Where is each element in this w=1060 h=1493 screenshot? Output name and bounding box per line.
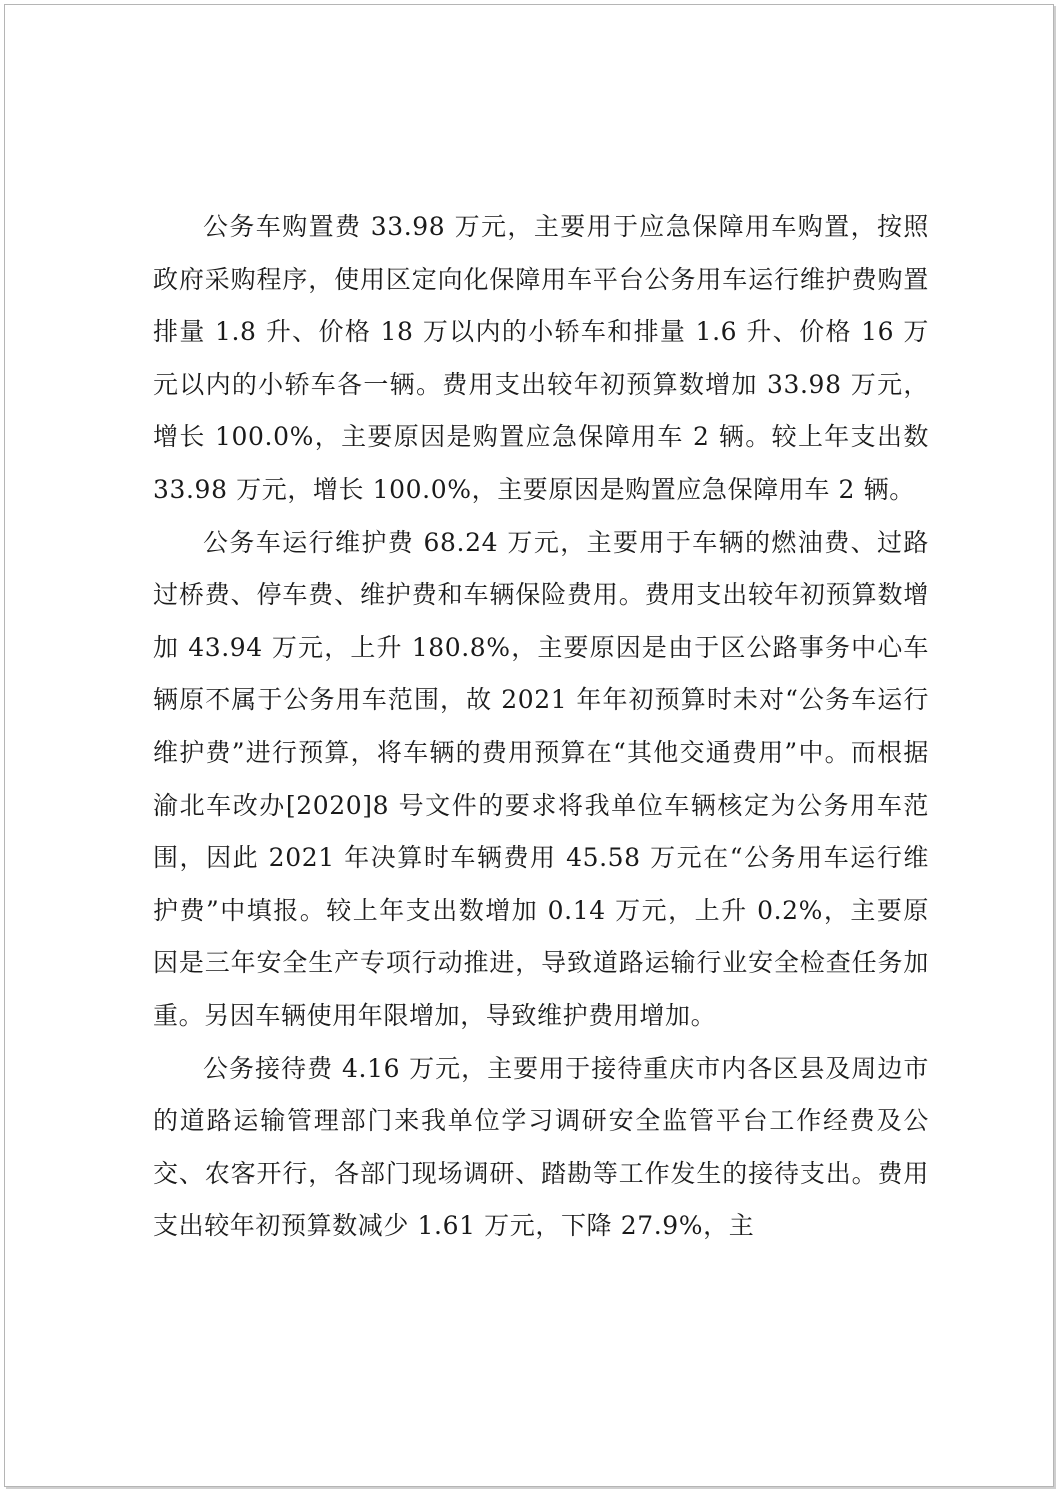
document-body bbox=[153, 201, 929, 1253]
document-page bbox=[4, 4, 1054, 1487]
paragraph-official-reception: 公务接待费 4.16 万元，主要用于接待重庆市内各区县及周边市的道路运输管理部门来我单位学习调研安全监管平台工作经费及公交、农客开行，各部门现场调研、踏勘等工作发生的接待支出。费用支出较年初预算数减少 1.61 万元，下降 27.9%，主 bbox=[153, 1053, 929, 1241]
paragraph-vehicle-maintenance: 公务车运行维护费 68.24 万元，主要用于车辆的燃油费、过路过桥费、停车费、维护费和车辆保险费用。费用支出较年初预算数增加 43.94 万元，上升 180.8%，主要原因是由于区公路事务中心车辆原不属于公务用车范围，故 2021 年年初预算时未对“公务车运行维护费”进行预算，将车辆的费用预算在“其他交通费用”中。而根据渝北车改办[2020]8 号文件的要求将我单位车辆核定为公务用车范围，因此 2021 年决算时车辆费用 45.58 万元在“公务用车运行维护费”中填报。较上年支出数增加 0.14 万元，上升 0.2%，主要原因是三年安全生产专项行动推进，导致道路运输行业安全检查任务加重。另因车辆使用年限增加，导致维护费用增加。 bbox=[153, 527, 929, 1030]
paragraph-vehicle-purchase: 公务车购置费 33.98 万元，主要用于应急保障用车购置，按照政府采购程序，使用区定向化保障用车平台公务用车运行维护费购置排量 1.8 升、价格 18 万以内的小轿车和排量 1.6 升、价格 16 万元以内的小轿车各一辆。费用支出较年初预算数增加 33.98 万元，增长 100.0%，主要原因是购置应急保障用车 2 辆。较上年支出数 33.98 万元，增长 100.0%，主要原因是购置应急保障用车 2 辆。 bbox=[153, 212, 929, 504]
